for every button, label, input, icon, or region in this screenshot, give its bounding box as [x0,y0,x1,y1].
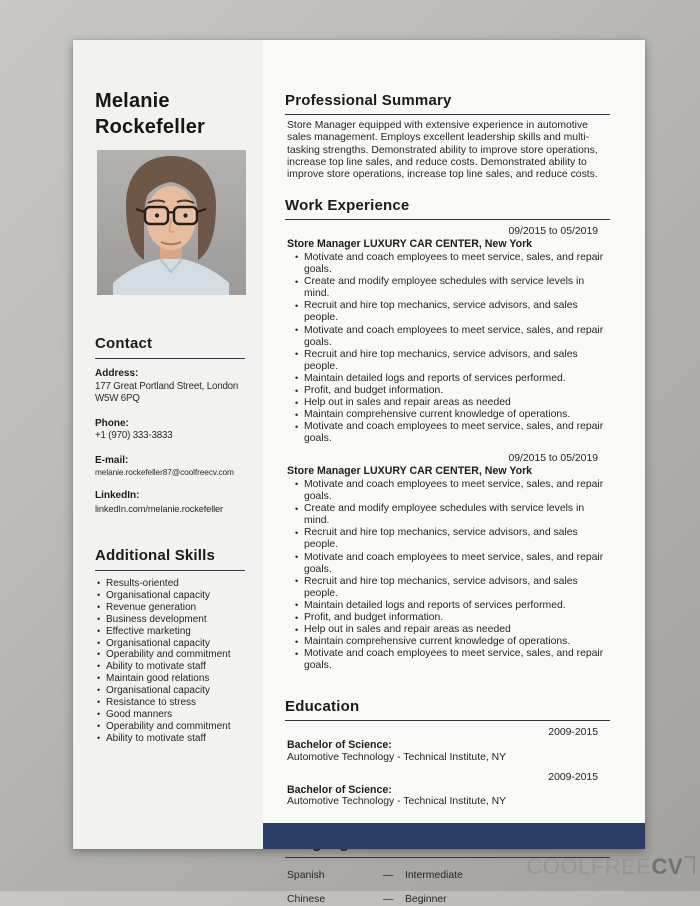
additional-skills-section [95,547,245,745]
contact-label: Address: [95,368,139,379]
contact-value-line2: W5W 6PQ [95,393,140,404]
job-bullet: • Motivate and coach employees to meet service, sales, and repair goals. [295,479,610,503]
skill-item: • Operability and commitment [95,649,245,661]
job-bullet: • Maintain comprehensive current knowledge of operations. [295,636,610,648]
language-row [287,894,610,906]
skill-item: • Resistance to stress [95,697,245,709]
skill-item: • Good manners [95,709,245,721]
education-degree: Bachelor of Science: [287,739,392,752]
job-bullet: • Motivate and coach employees to meet service, sales, and repair goals. [295,421,610,445]
education-date: 2009-2015 [548,727,598,739]
skill-item: • Ability to motivate staff [95,661,245,673]
job-bullet: • Help out in sales and repair areas as needed [295,624,610,636]
skill-list [95,578,245,745]
language-level: Intermediate [405,870,463,882]
work-experience-title: Work Experience [285,197,610,220]
skill-item: • Organisational capacity [95,590,245,602]
contact-label: LinkedIn: [95,490,140,501]
job-bullet: • Maintain detailed logs and reports of services performed. [295,373,610,385]
contact-item [95,455,245,479]
skill-item: • Maintain good relations [95,673,245,685]
education-degree: Bachelor of Science: [287,783,392,796]
job-entry [285,226,610,445]
candidate-name: Melanie Rockefeller [95,90,206,138]
job-bullet: • Recruit and hire top mechanics, service advisors, and sales people. [295,349,610,373]
job-date: 09/2015 to 05/2019 [508,453,598,465]
job-bullet: • Recruit and hire top mechanics, service advisors, and sales people. [295,300,610,324]
job-bullet: • Maintain comprehensive current knowledge of operations. [295,409,610,421]
education-title: Education [285,698,610,721]
contact-label: E-mail: [95,454,129,466]
contact-list [95,368,245,515]
education-school: Automotive Technology - Technical Institute, NY [287,796,507,808]
skill-item: • Organisational capacity [95,685,245,697]
contact-value: 177 Great Portland Street, London [95,380,239,392]
skill-item: • Organisational capacity [95,638,245,650]
skill-item: • Results-oriented [95,578,245,590]
job-bullet: • Maintain detailed logs and reports of services performed. [295,600,610,612]
language-separator: — [383,870,394,882]
contact-value: melanie.rockefeller87@coolfreecv.com [95,467,234,477]
resume-page [73,40,645,906]
job-bullet: • Motivate and coach employees to meet service, sales, and repair goals. [295,552,610,576]
coolfreecv-logo[interactable] [526,855,695,885]
language-name: Chinese [287,894,326,906]
coolfreecv-logo-light-text: COOLFREE [526,854,652,879]
education-date: 2009-2015 [548,771,598,783]
education-school: Automotive Technology - Technical Institute, NY [287,751,507,763]
job-title: Store Manager LUXURY CAR CENTER, New York [287,238,533,251]
job-title: Store Manager LUXURY CAR CENTER, New York [287,465,533,478]
job-entry [285,453,610,672]
education-entry [285,772,610,809]
language-level: Beginner [405,894,447,906]
skill-item: • Business development [95,614,245,626]
language-name: Spanish [287,870,325,882]
contact-label: Phone: [95,417,129,429]
contact-section [95,335,245,515]
job-bullet: • Profit, and budget information. [295,385,610,397]
professional-summary-section [285,92,610,181]
job-bullet: • Recruit and hire top mechanics, service advisors, and sales people. [295,527,610,551]
contact-item [95,490,245,515]
logo-corner-mark-icon [684,856,695,874]
job-date: 09/2015 to 05/2019 [508,226,598,238]
contact-value: linkedIn.com/melanie.rockefeller [95,503,223,514]
job-bullet: • Profit, and budget information. [295,612,610,624]
sidebar [73,40,263,849]
job-bullet: • Motivate and coach employees to meet service, sales, and repair goals. [295,325,610,349]
job-bullet: • Motivate and coach employees to meet service, sales, and repair goals. [295,648,610,672]
work-experience-section [285,197,610,672]
job-bullet-list [285,479,610,673]
additional-skills-title: Additional Skills [95,547,245,571]
skill-item: • Operability and commitment [95,721,245,733]
job-bullet: • Create and modify employee schedules with service levels in mind. [295,276,610,300]
job-bullet-list [285,252,610,446]
education-list [285,727,610,808]
education-section [285,698,610,808]
education-entry [285,727,610,764]
contact-item [95,418,245,443]
profile-photo [97,150,246,295]
skill-item: • Ability to motivate staff [95,733,245,745]
bottom-accent-bar [263,823,645,849]
language-separator: — [383,894,394,906]
job-bullet: • Help out in sales and repair areas as needed [295,397,610,409]
skill-item: • Effective marketing [95,626,245,638]
professional-summary-title: Professional Summary [285,92,610,115]
job-bullet: • Motivate and coach employees to meet service, sales, and repair goals. [295,252,610,276]
contact-item [95,368,245,406]
contact-value: +1 (970) 333-3833 [95,430,173,441]
job-bullet: • Create and modify employee schedules with service levels in mind. [295,503,610,527]
job-bullet: • Recruit and hire top mechanics, service advisors, and sales people. [295,576,610,600]
skill-item: • Revenue generation [95,602,245,614]
coolfreecv-logo-bold-text: CV [651,854,683,879]
professional-summary-text: Store Manager equipped with extensive experience in automotive sales management. Employs excellent leadership skills and multi-tasking strengths. Demonstrated ability to improve store operations, increase top line sales, and reduce costs. Demonstrated ability to improve store operations, increase top line sales, and reduce costs. [287,120,598,181]
contact-title: Contact [95,335,245,359]
